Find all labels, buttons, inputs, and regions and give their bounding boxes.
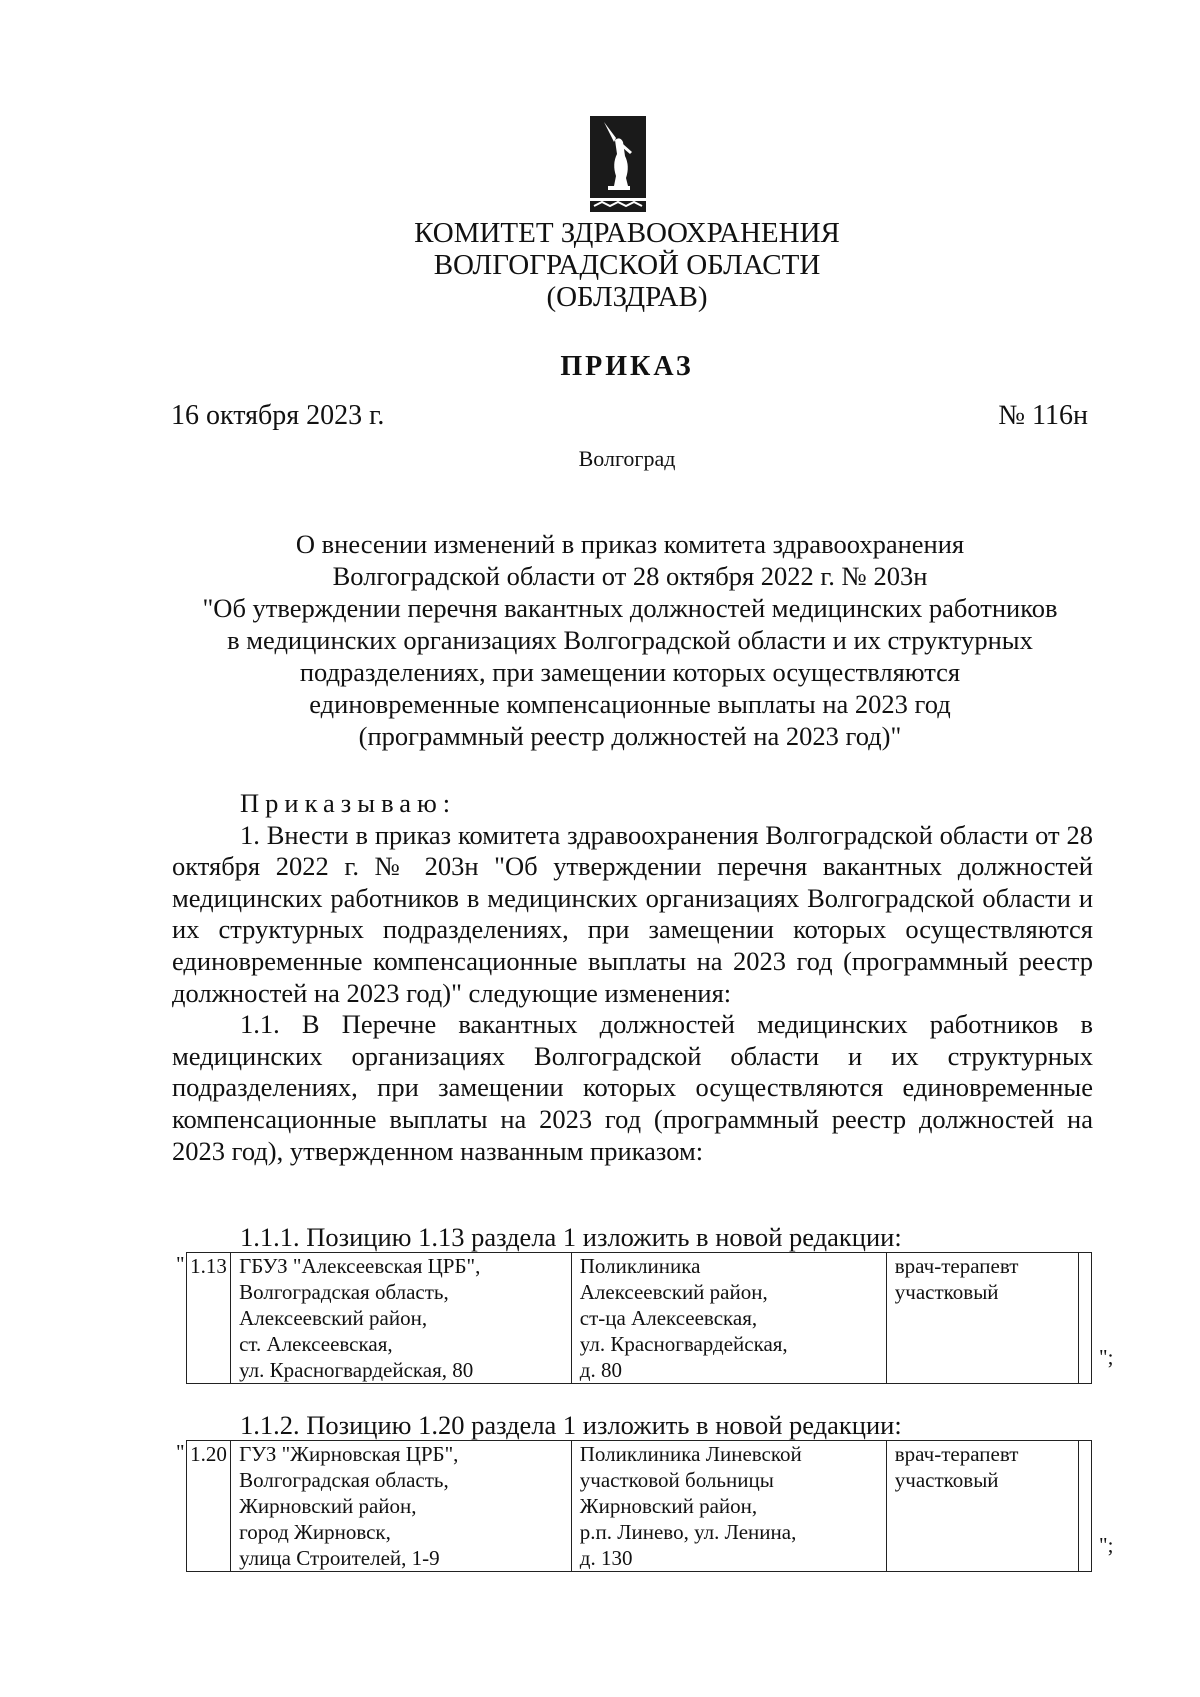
close-quote: "; <box>1099 1345 1114 1369</box>
cell-line: ул. Красногвардейская, <box>579 1332 788 1356</box>
division-cell <box>571 1253 886 1384</box>
cell-line: Волгоградская область, <box>239 1280 449 1304</box>
position-heading: 1.1.2. Позицию 1.20 раздела 1 изложить в новой редакции: <box>240 1410 902 1440</box>
organization-cell <box>231 1441 572 1572</box>
order-date: 16 октября 2023 г. <box>171 400 385 431</box>
cell-line: Жирновский район, <box>239 1494 417 1518</box>
cell-line: врач-терапевт <box>894 1254 1019 1278</box>
division-cell <box>571 1441 886 1572</box>
cell-line: улица Строителей, 1-9 <box>239 1546 440 1570</box>
cell-line: д. 130 <box>579 1546 633 1570</box>
cell-line: д. 80 <box>579 1358 622 1382</box>
open-quote: " <box>176 1252 185 1276</box>
position-table <box>186 1252 1092 1384</box>
position-heading: 1.1.1. Позицию 1.13 раздела 1 изложить в новой редакции: <box>240 1222 902 1252</box>
cell-line: врач-терапевт <box>894 1442 1019 1466</box>
cell-line: Поликлиника Линевской <box>579 1442 802 1466</box>
cell-line: ст. Алексеевская, <box>239 1332 393 1356</box>
cell-line: Волгоградская область, <box>239 1468 449 1492</box>
position-table <box>186 1440 1092 1572</box>
position-cell <box>886 1441 1078 1572</box>
empty-cell <box>1078 1253 1091 1384</box>
cell-line: участковый <box>894 1280 999 1304</box>
empty-cell <box>1078 1441 1091 1572</box>
coat-of-arms-icon <box>590 116 646 212</box>
order-subject <box>165 528 1095 752</box>
order-body <box>172 788 1093 1167</box>
paragraph-1-1: 1.1. В Перечне вакантных должностей медицинских работников в медицинских организациях Волгоградской области и их структурных подразделениях, при замещении которых осуществляются единовременные компенсационные выплаты на 2023 год (программный реестр должностей на 2023 год), утвержденном названным приказом: <box>172 1009 1093 1166</box>
position-cell <box>886 1253 1078 1384</box>
paragraph-1: 1. Внести в приказ комитета здравоохранения Волгоградской области от 28 октября 2022 г. № 203н "Об утверждении перечня вакантных должностей медицинских работников в медицинских организациях Волгоградской области и их структурных подразделениях, при замещении которых осуществляются единовременные компенсационные выплаты на 2023 год (программный реестр должностей на 2023 год)" следующие изменения: <box>172 819 1093 1008</box>
document-type: ПРИКАЗ <box>560 351 694 382</box>
cell-line: ГБУЗ "Алексеевская ЦРБ", <box>239 1254 481 1278</box>
organization-cell <box>231 1253 572 1384</box>
subject-line: "Об утверждении перечня вакантных должностей медицинских работников <box>202 593 1058 623</box>
subject-line: Волгоградской области от 28 октября 2022 г. № 203н <box>332 561 928 591</box>
cell-line: ст-ца Алексеевская, <box>579 1306 758 1330</box>
cell-line: участковый <box>894 1468 999 1492</box>
order-number: № 116н <box>998 400 1088 431</box>
cell-line: Жирновский район, <box>579 1494 758 1518</box>
cell-line: Алексеевский район, <box>239 1306 428 1330</box>
cell-line: р.п. Линево, ул. Ленина, <box>579 1520 797 1544</box>
subject-line: подразделениях, при замещении которых осуществляются <box>299 657 961 687</box>
cell-line: ул. Красногвардейская, 80 <box>239 1358 474 1382</box>
cell-line: участковой больницы <box>579 1468 774 1492</box>
cell-line: ГУЗ "Жирновская ЦРБ", <box>239 1442 459 1466</box>
position-number: 1.20 <box>187 1441 231 1572</box>
org-name-line1: КОМИТЕТ ЗДРАВООХРАНЕНИЯ <box>414 217 840 249</box>
subject-line: в медицинских организациях Волгоградской области и их структурных <box>227 625 1033 655</box>
subject-line: О внесении изменений в приказ комитета здравоохранения <box>295 529 965 559</box>
open-quote: " <box>176 1440 185 1464</box>
city: Волгоград <box>578 446 676 471</box>
order-word: Приказываю: <box>240 788 457 818</box>
close-quote: "; <box>1099 1533 1114 1557</box>
subject-line: (программный реестр должностей на 2023 год)" <box>358 721 902 751</box>
table-row <box>187 1441 1092 1572</box>
org-name-line3: (ОБЛЗДРАВ) <box>546 281 708 313</box>
cell-line: Алексеевский район, <box>579 1280 768 1304</box>
org-name-line2: ВОЛГОГРАДСКОЙ ОБЛАСТИ <box>433 249 821 281</box>
cell-line: Поликлиника <box>579 1254 701 1278</box>
subject-line: единовременные компенсационные выплаты на 2023 год <box>309 689 951 719</box>
table-row <box>187 1253 1092 1384</box>
cell-line: город Жирновск, <box>239 1520 391 1544</box>
position-number: 1.13 <box>187 1253 231 1384</box>
